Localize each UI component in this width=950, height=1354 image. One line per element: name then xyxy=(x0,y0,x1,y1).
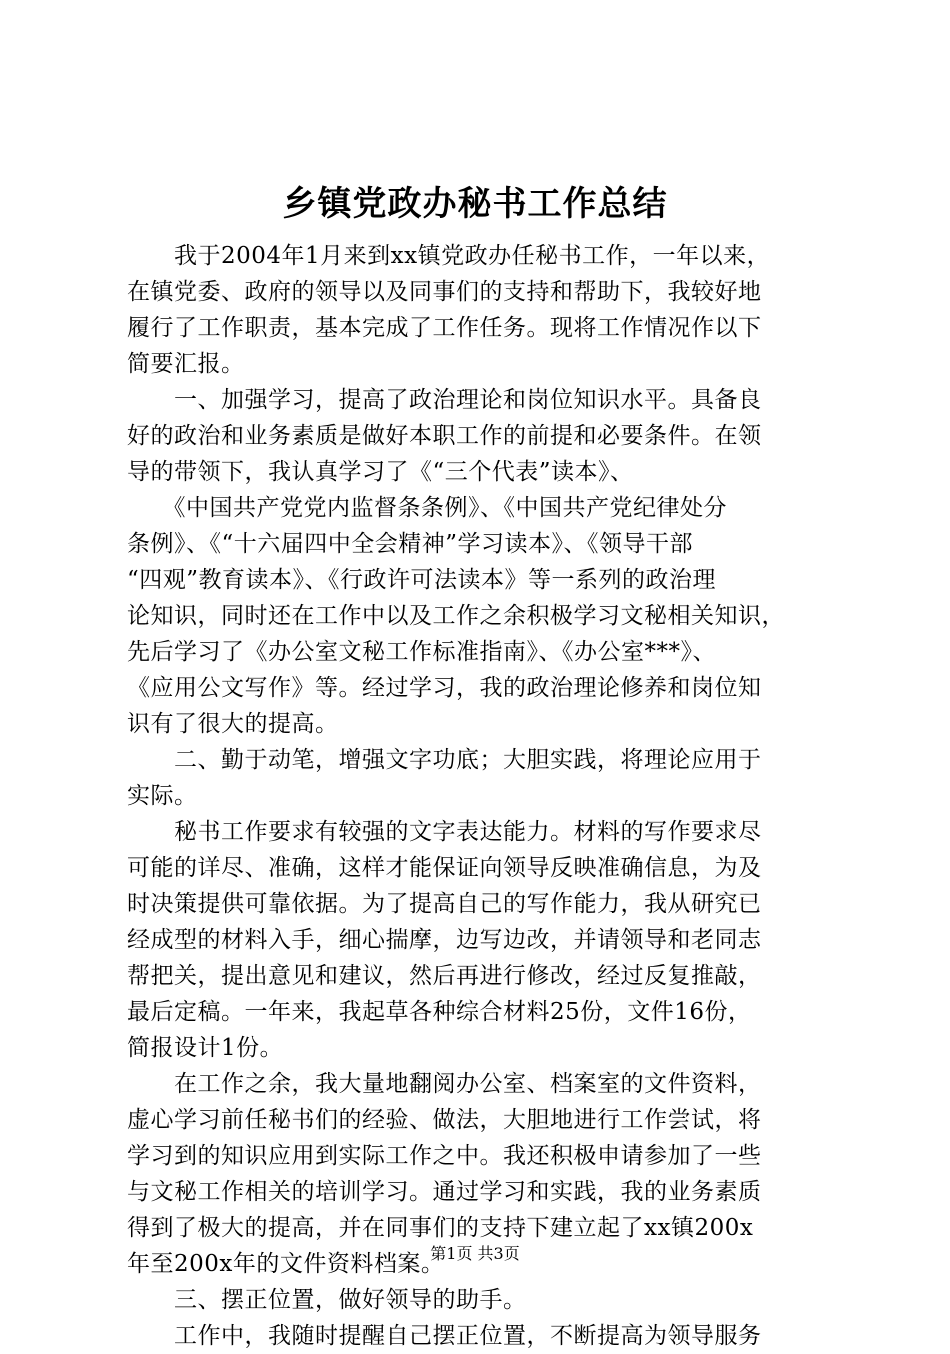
body-text-line: 识有了很大的提高。 xyxy=(127,711,339,737)
body-text-line: 与文秘工作相关的培训学习。通过学习和实践，我的业务素质 xyxy=(127,1179,762,1205)
body-text-line: 简要汇报。 xyxy=(127,351,245,377)
body-text-line: 二、勤于动笔，增强文字功底；大胆实践，将理论应用于 xyxy=(127,747,762,773)
body-text-line: 得到了极大的提高，并在同事们的支持下建立起了xx镇200x xyxy=(127,1215,754,1241)
body-text-line: 《应用公文写作》等。经过学习，我的政治理论修养和岗位知 xyxy=(127,675,762,701)
body-text-line: 先后学习了《办公室文秘工作标准指南》、《办公室***》、 xyxy=(127,639,716,665)
body-text-line: “四观”教育读本》、《行政许可法读本》等一系列的政治理 xyxy=(127,567,717,593)
body-text-line: 简报设计1份。 xyxy=(127,1035,284,1061)
body-text-line: 一、加强学习，提高了政治理论和岗位知识水平。具备良 xyxy=(127,387,762,413)
body-text-line: 学习到的知识应用到实际工作之中。我还积极申请参加了一些 xyxy=(127,1143,762,1169)
body-text-line: 导的带领下，我认真学习了《“三个代表”读本》、 xyxy=(127,459,634,485)
document-body xyxy=(127,238,847,1354)
body-text-line: 我于2004年1月来到xx镇党政办任秘书工作，一年以来， xyxy=(127,243,771,269)
body-text-line: 在镇党委、政府的领导以及同事们的支持和帮助下，我较好地 xyxy=(127,279,762,305)
body-text-line: 时决策提供可靠依据。为了提高自己的写作能力，我从研究已 xyxy=(127,891,762,917)
body-text-line: 可能的详尽、准确，这样才能保证向领导反映准确信息，为及 xyxy=(127,855,762,881)
body-text-line: 论知识，同时还在工作中以及工作之余积极学习文秘相关知识， xyxy=(127,603,785,629)
body-text-line: 在工作之余，我大量地翻阅办公室、档案室的文件资料， xyxy=(127,1071,762,1097)
document-title: 乡镇党政办秘书工作总结 xyxy=(282,184,668,224)
body-text-line: 虚心学习前任秘书们的经验、做法，大胆地进行工作尝试，将 xyxy=(127,1107,762,1133)
page-footer: 第1页 共3页 xyxy=(430,1244,520,1263)
body-text-line: 工作中，我随时提醒自己摆正位置，不断提高为领导服务 xyxy=(127,1323,762,1349)
body-text-line: 经成型的材料入手，细心揣摩，边写边改，并请领导和老同志 xyxy=(127,927,762,953)
body-text-line: 好的政治和业务素质是做好本职工作的前提和必要条件。在领 xyxy=(127,423,762,449)
body-text-line: 三、摆正位置，做好领导的助手。 xyxy=(127,1287,527,1313)
body-text-line: 条例》、《“十六届四中全会精神”学习读本》、《领导干部 xyxy=(127,531,694,557)
body-text-line: 秘书工作要求有较强的文字表达能力。材料的写作要求尽 xyxy=(127,819,762,845)
body-text-line: 帮把关，提出意见和建议，然后再进行修改，经过反复推敲， xyxy=(127,963,762,989)
body-text-line: 履行了工作职责，基本完成了工作任务。现将工作情况作以下 xyxy=(127,315,762,341)
body-text-line: 最后定稿。一年来，我起草各种综合材料25份，文件16份， xyxy=(127,999,752,1025)
body-text-line: 实际。 xyxy=(127,783,198,809)
body-text-line: 《中国共产党党内监督条条例》、《中国共产党纪律处分 xyxy=(127,495,727,521)
body-text-line: 年至200x年的文件资料档案。 xyxy=(127,1251,445,1277)
